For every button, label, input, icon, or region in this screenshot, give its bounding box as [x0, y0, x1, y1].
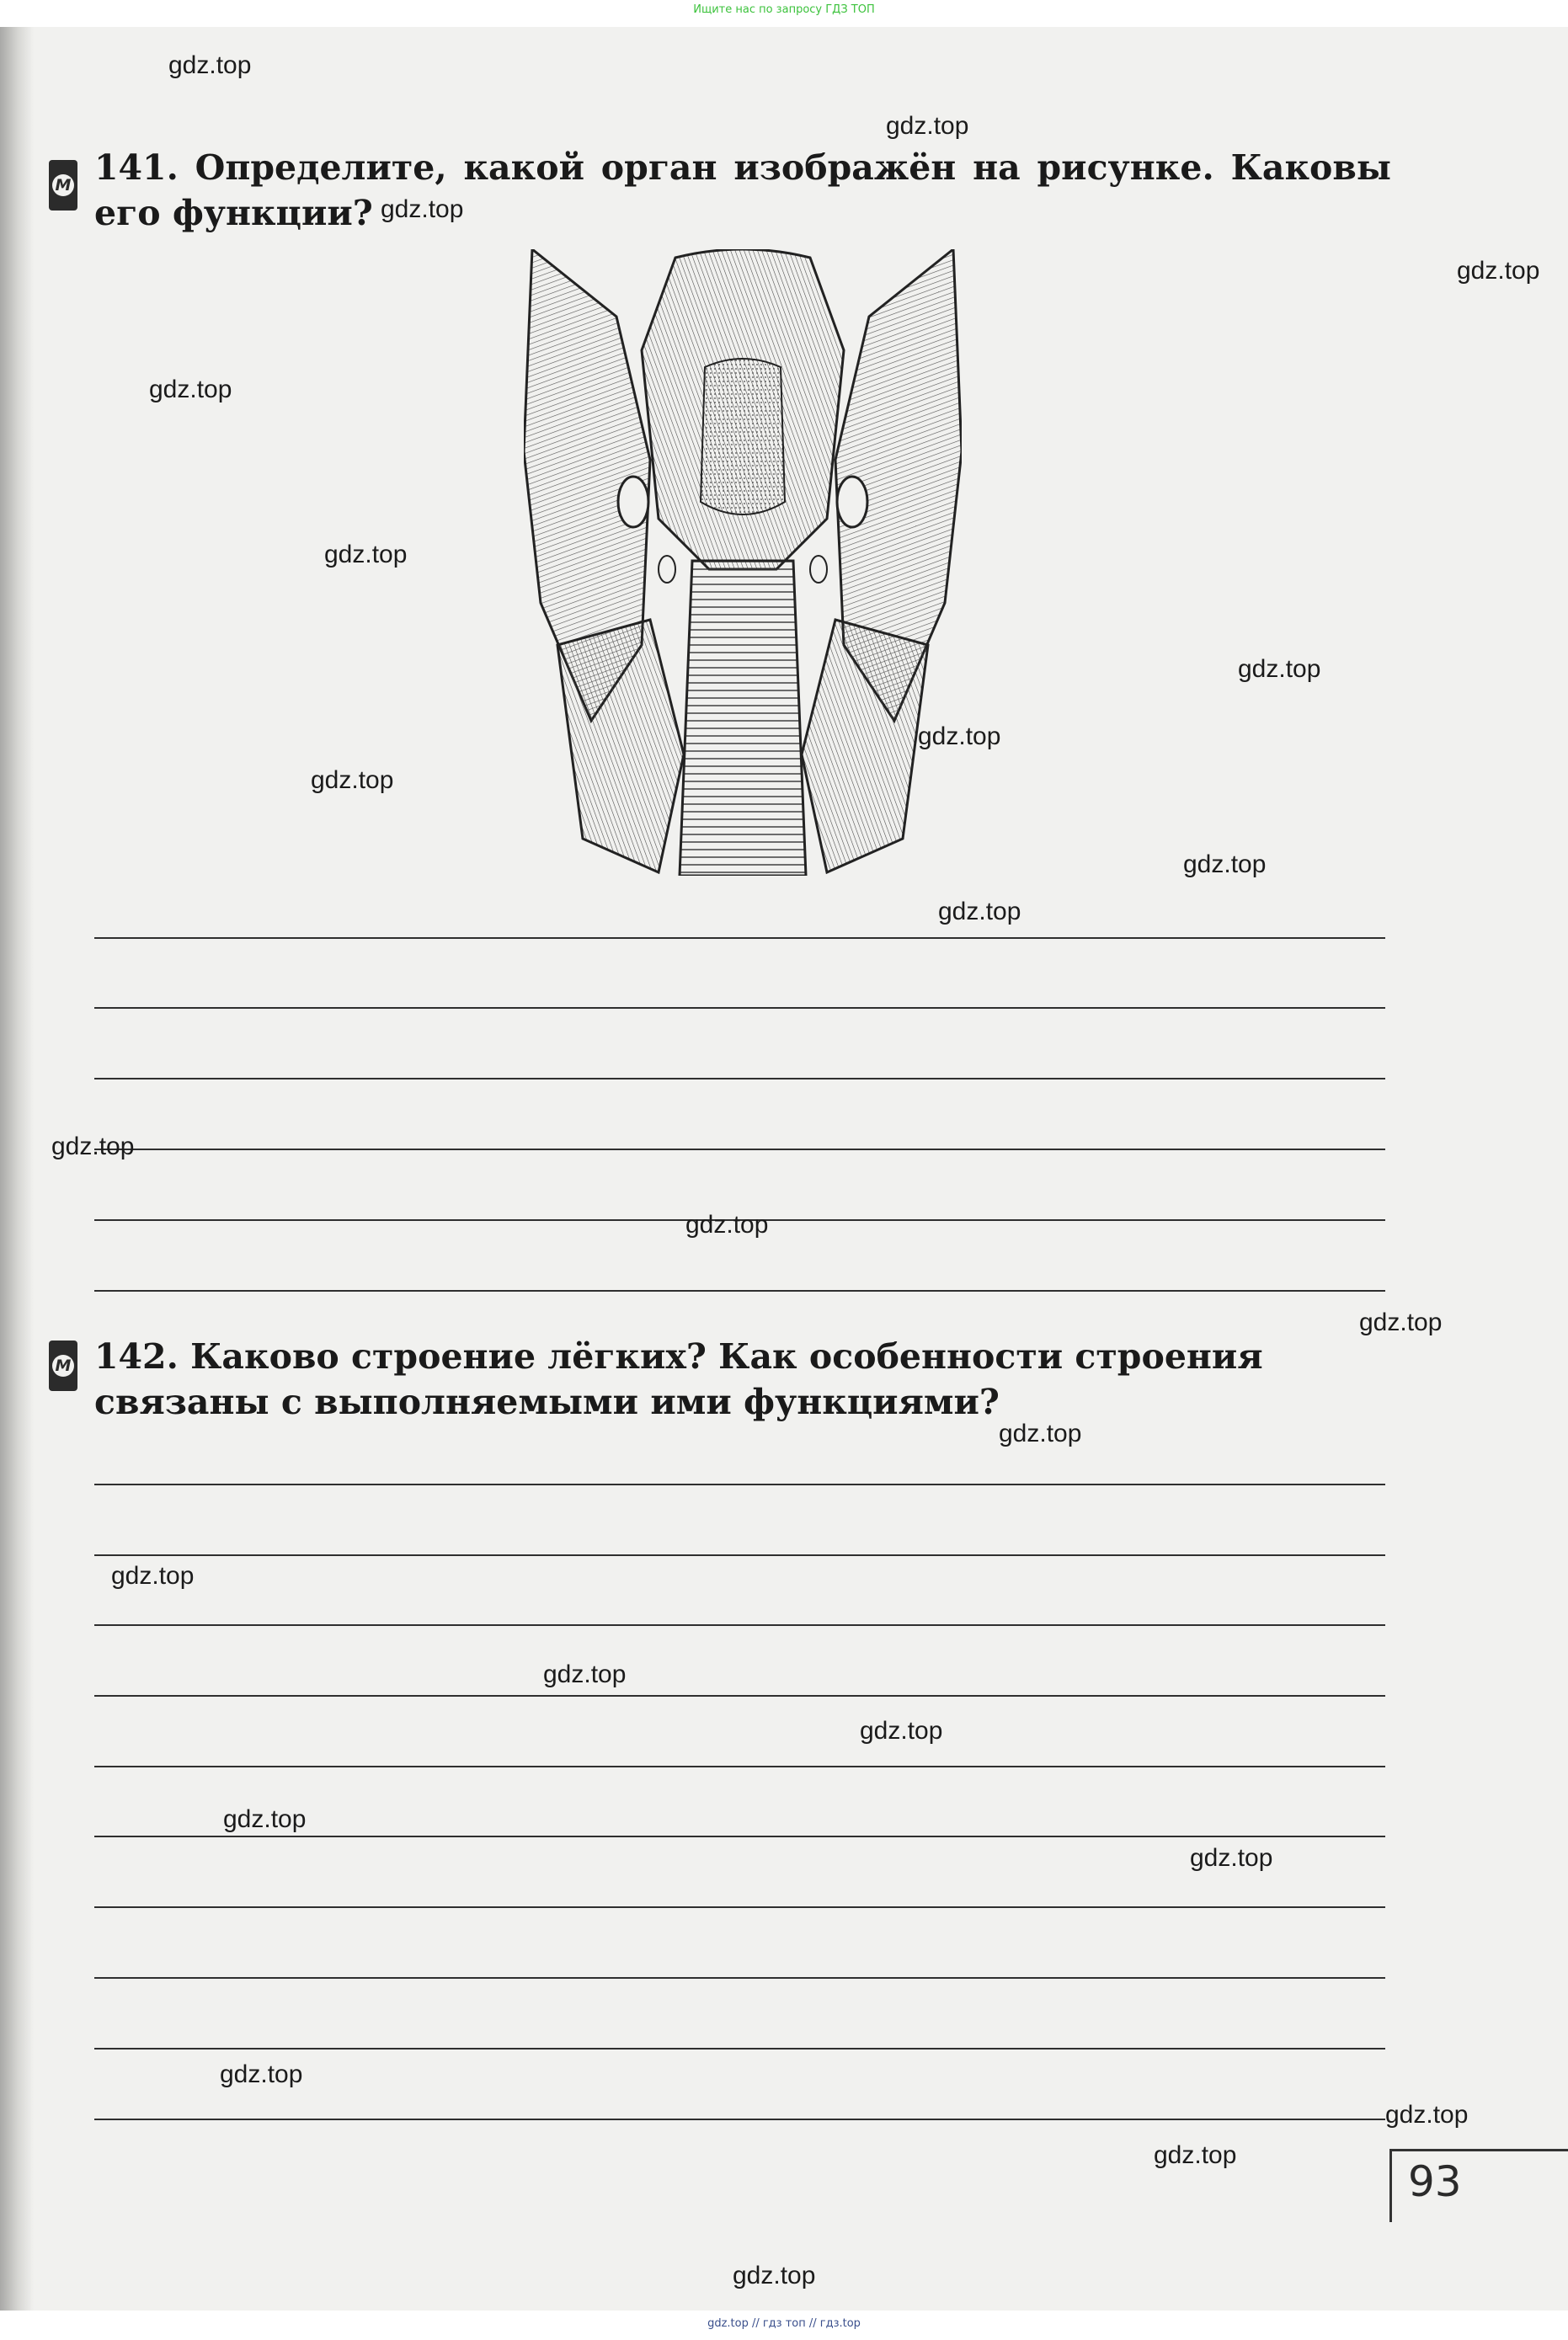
answer-line[interactable] [94, 1977, 1385, 1979]
answer-line[interactable] [94, 1290, 1385, 1292]
answer-line[interactable] [94, 937, 1385, 939]
task-badge-icon [49, 160, 77, 211]
watermark: gdz.top [111, 1562, 195, 1590]
watermark: gdz.top [1154, 2141, 1237, 2169]
larynx-illustration [524, 249, 962, 876]
watermark: gdz.top [324, 541, 408, 568]
watermark: gdz.top [938, 898, 1021, 925]
answer-line[interactable] [94, 1078, 1385, 1079]
watermark: gdz.top [168, 51, 252, 79]
answer-line[interactable] [94, 1836, 1385, 1837]
watermark: gdz.top [223, 1805, 307, 1833]
watermark: gdz.top [1385, 2101, 1469, 2129]
answer-line[interactable] [94, 1484, 1385, 1485]
watermark: gdz.top [1190, 1844, 1273, 1872]
watermark: gdz.top [1359, 1309, 1443, 1336]
question-142-text: 142. Каково строение лёгких? Как особенности строения связаны с выполняемыми ими функциями? [94, 1336, 1263, 1422]
watermark: gdz.top [311, 766, 394, 794]
watermark: gdz.top [918, 722, 1001, 750]
badge-letter: М [52, 174, 74, 196]
top-banner[interactable]: Ищите нас по запросу ГДЗ ТОП [693, 3, 875, 16]
bottom-banner[interactable]: gdz.top // гдз топ // гдз.top [707, 2317, 861, 2330]
answer-line[interactable] [94, 1554, 1385, 1556]
question-141-text: 141. Определите, какой орган изображён на рисунке. Каковы его функции? [94, 147, 1391, 233]
answer-line[interactable] [94, 2119, 1385, 2120]
answer-line[interactable] [94, 1007, 1385, 1009]
watermark: gdz.top [1238, 655, 1321, 683]
watermark: gdz.top [149, 376, 232, 403]
task-badge-icon [49, 1341, 77, 1391]
answer-line[interactable] [94, 1906, 1385, 1908]
answer-line[interactable] [94, 1624, 1385, 1626]
page-spine-shadow [0, 27, 34, 2311]
watermark: gdz.top [685, 1211, 769, 1239]
watermark: gdz.top [543, 1660, 627, 1688]
watermark: gdz.top [999, 1420, 1082, 1447]
watermark: gdz.top [381, 195, 464, 223]
answer-line[interactable] [94, 2048, 1385, 2049]
page-number: 93 [1408, 2157, 1462, 2206]
badge-letter: М [52, 1355, 74, 1377]
answer-line[interactable] [94, 1149, 1385, 1150]
watermark: gdz.top [886, 112, 969, 140]
watermark: gdz.top [220, 2060, 303, 2088]
answer-line[interactable] [94, 1695, 1385, 1697]
watermark: gdz.top [1457, 257, 1540, 285]
watermark: gdz.top [733, 2262, 816, 2289]
answer-line[interactable] [94, 1766, 1385, 1767]
watermark: gdz.top [1183, 850, 1267, 878]
watermark: gdz.top [51, 1133, 135, 1160]
watermark: gdz.top [860, 1717, 943, 1745]
